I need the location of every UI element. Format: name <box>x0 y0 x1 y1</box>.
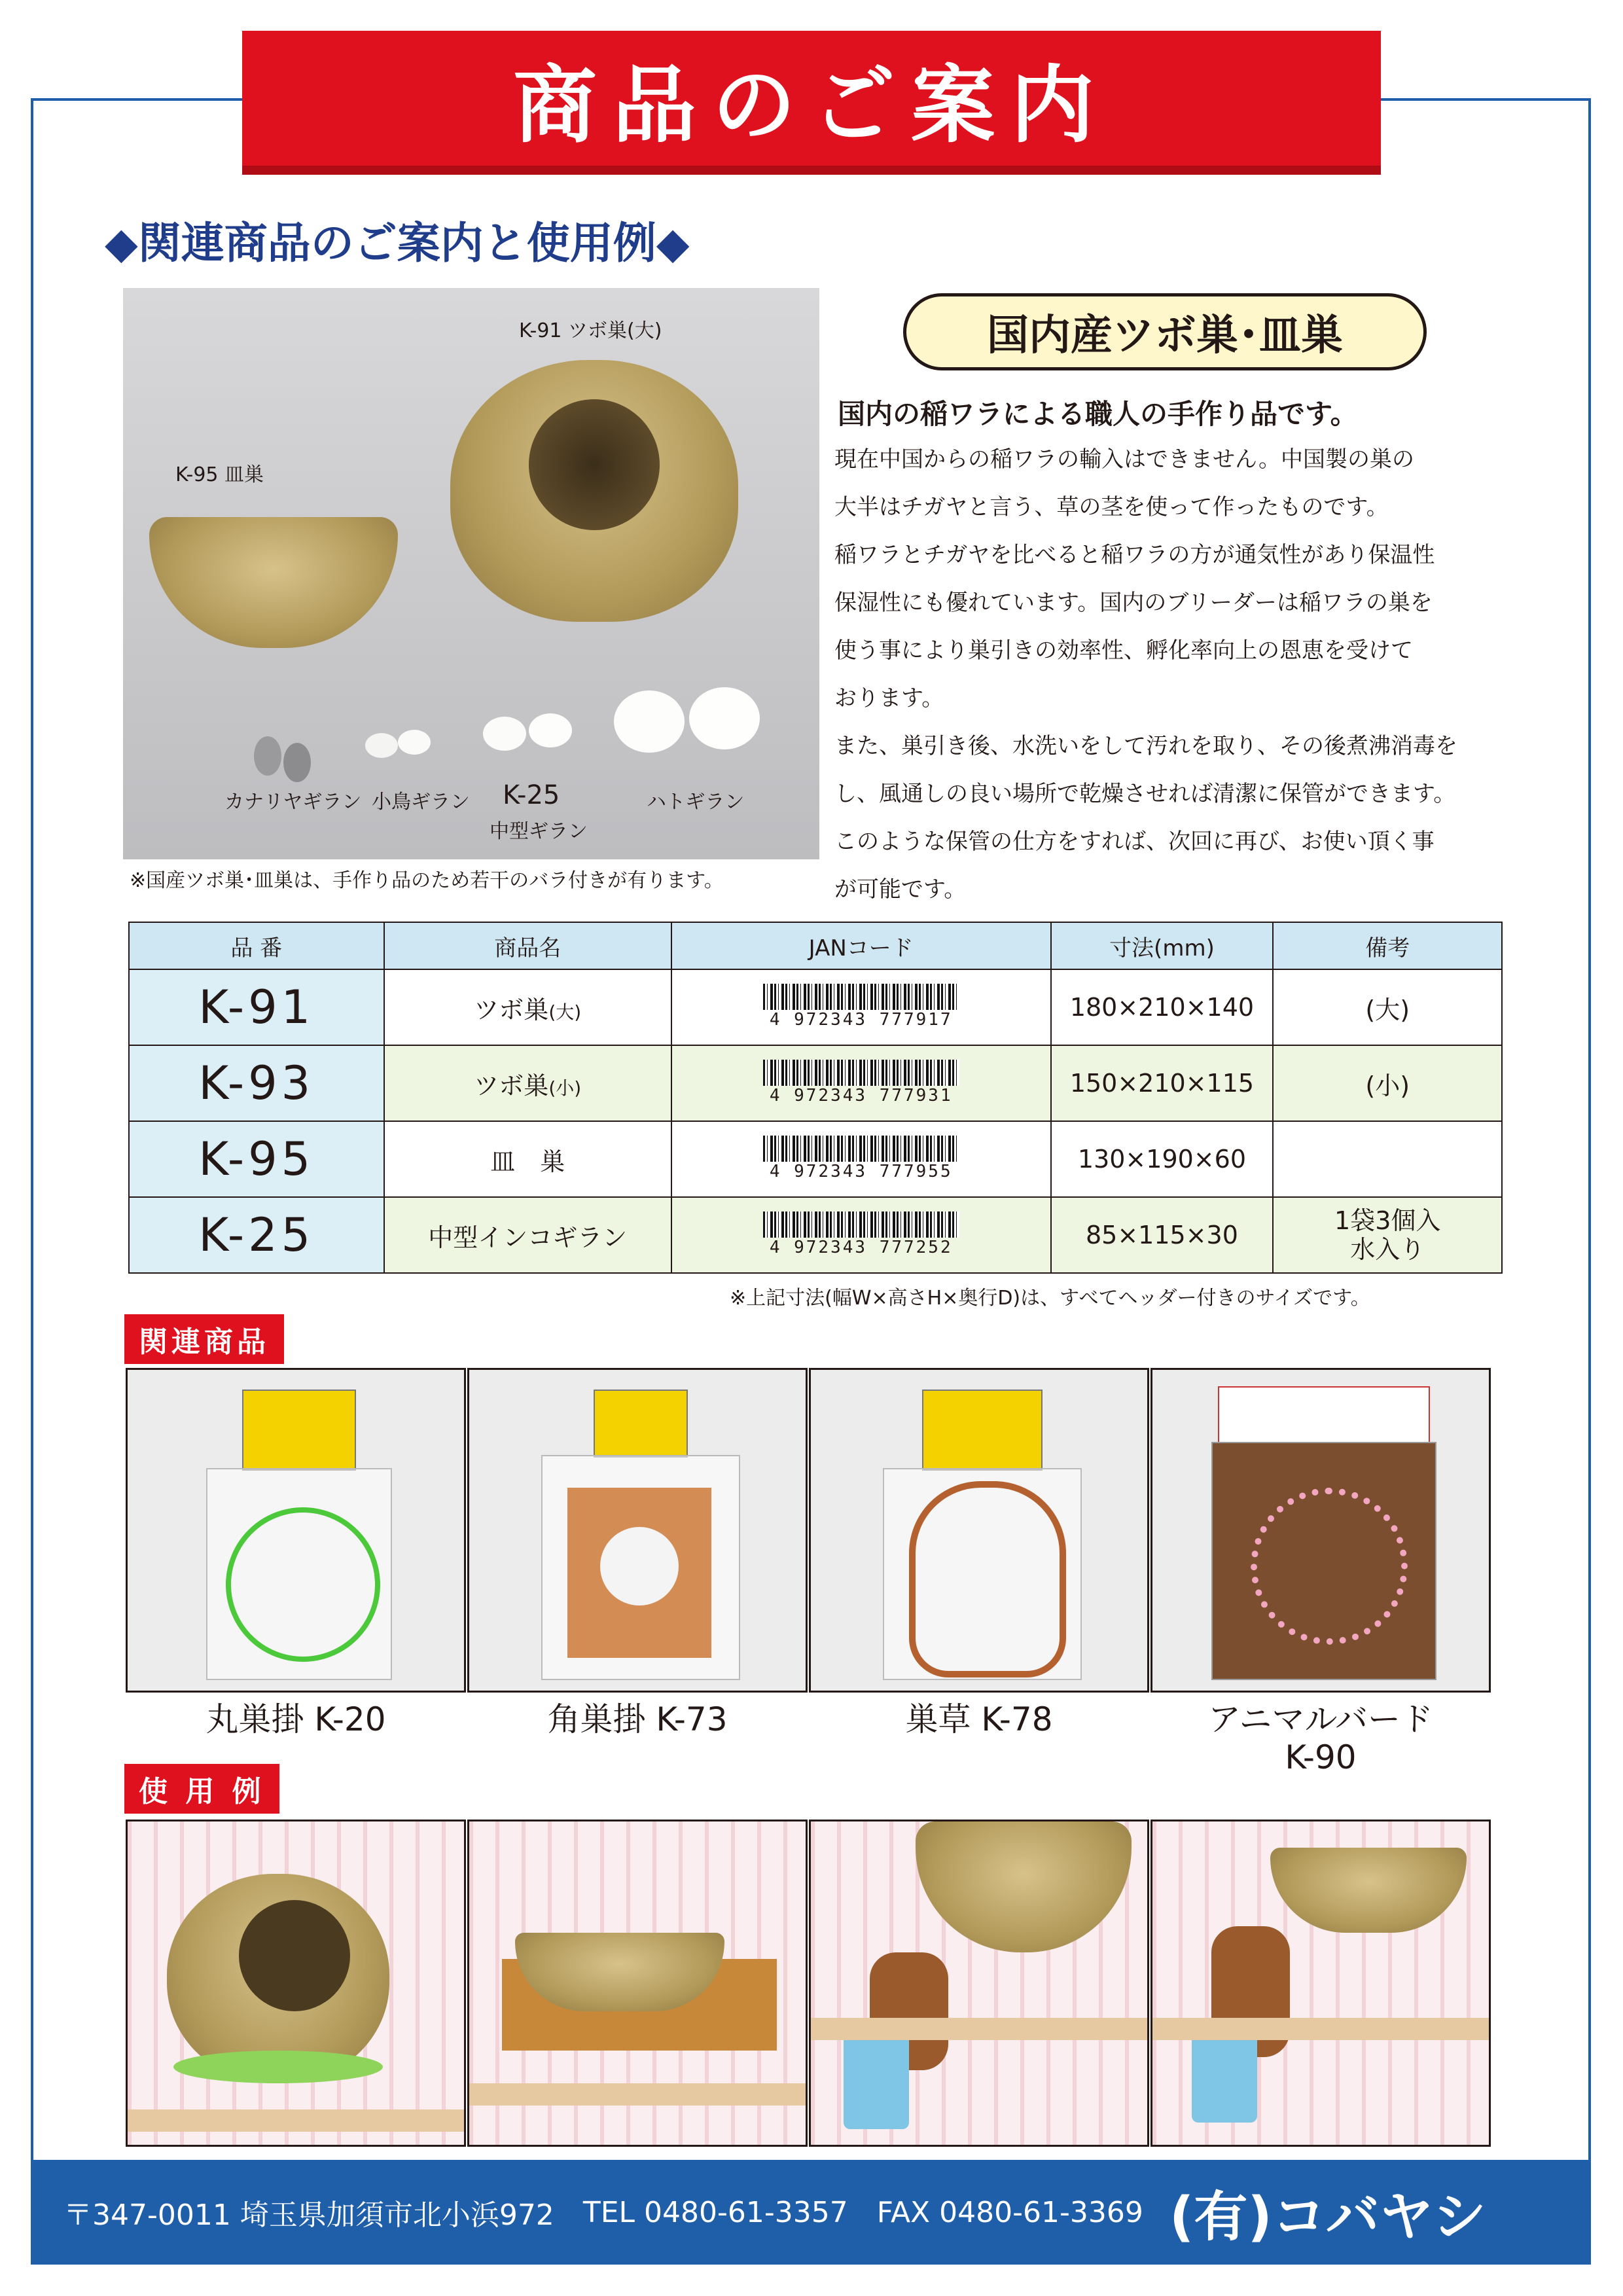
barcode-bars <box>763 1211 959 1238</box>
product-name <box>384 1045 671 1121</box>
note-cell <box>1273 1045 1502 1121</box>
description-line: 大半はチガヤと言う、草の茎を使って作ったものです。 <box>834 494 1389 520</box>
usage-photo-3 <box>809 1820 1149 2147</box>
caption-line: 角巣掛 K-73 <box>547 1700 728 1738</box>
label-canary-egg: カナリヤギラン <box>224 791 362 814</box>
product-code: K-25 <box>129 1197 384 1273</box>
description-line: し、風通しの良い場所で乾燥させれば清潔に保管ができます。 <box>834 781 1456 807</box>
green-ring <box>226 1507 380 1662</box>
size-cell: 150×210×115 <box>1051 1045 1274 1121</box>
product-card-k73 <box>467 1368 808 1693</box>
small-egg-image-2 <box>398 730 431 755</box>
product-name <box>384 969 671 1045</box>
jan-cell <box>671 1045 1051 1121</box>
package-header <box>1218 1386 1430 1448</box>
description-line: おります。 <box>834 685 944 711</box>
label-k25: K-25 <box>503 780 560 810</box>
perch <box>811 2018 1149 2040</box>
feeder-cup <box>844 2031 909 2129</box>
product-code: K-95 <box>129 1121 384 1197</box>
section-heading: ◆関連商品のご案内と使用例◆ <box>105 218 690 268</box>
perch <box>469 2083 808 2106</box>
note-line: (小) <box>1365 1071 1410 1100</box>
table-row <box>129 1197 1502 1273</box>
caption-k20 <box>126 1700 466 1738</box>
package-header <box>922 1390 1043 1471</box>
barcode-number: 4 972343 777917 <box>769 1010 953 1030</box>
footer-tel: TEL 0480-61-3357 <box>582 2195 848 2229</box>
product-code: K-93 <box>129 1045 384 1121</box>
spec-table <box>128 922 1503 1274</box>
description-line: 保湿性にも優れています。国内のブリーダーは稲ワラの巣を <box>834 590 1433 616</box>
sara-nest-image <box>515 1933 724 2011</box>
medium-egg-image-2 <box>529 713 572 747</box>
green-ring <box>173 2051 383 2083</box>
barcode <box>763 984 959 1030</box>
flower-wreath <box>1251 1488 1408 1645</box>
nest-opening <box>529 399 660 530</box>
description-line: また、巣引き後、水洗いをして汚れを取り、その後煮沸消毒を <box>834 733 1457 759</box>
size-cell: 130×190×60 <box>1051 1121 1274 1197</box>
product-name-main: ツボ巣 <box>474 1071 549 1100</box>
perch <box>128 2109 466 2132</box>
product-name-main: 中型インコギラン <box>428 1223 628 1252</box>
footer <box>31 2160 1591 2265</box>
holder-hole <box>600 1527 679 1605</box>
note-line-2: 水入り <box>1350 1235 1425 1264</box>
caption-line: 丸巣掛 K-20 <box>205 1700 386 1738</box>
size-cell: 85×115×30 <box>1051 1197 1274 1273</box>
footer-address: 〒347-0011 埼玉県加須市北小浜972 <box>63 2198 554 2232</box>
barcode-bars <box>763 1136 959 1162</box>
grass-coil <box>909 1481 1066 1677</box>
table-row <box>129 969 1502 1045</box>
barcode-number: 4 972343 777931 <box>769 1086 953 1105</box>
size-cell: 180×210×140 <box>1051 969 1274 1045</box>
caption-k90 <box>1150 1700 1491 1776</box>
description <box>834 436 1508 914</box>
col-header-jan: JANコード <box>671 922 1051 969</box>
barcode <box>763 1211 959 1257</box>
description-line: 現在中国からの稲ワラの輸入はできません。中国製の巣の <box>834 446 1415 473</box>
canary-egg-image-2 <box>283 743 311 782</box>
col-header-code: 品 番 <box>129 922 384 969</box>
label-pigeon-egg: ハトギラン <box>647 791 745 814</box>
caption-k73 <box>467 1700 808 1738</box>
note-line: 1袋3個入 <box>1334 1206 1441 1235</box>
related-tag: 関連商品 <box>124 1314 284 1364</box>
package-header <box>242 1390 356 1471</box>
label-small-egg: 小鳥ギラン <box>372 791 470 814</box>
usage-photo-2 <box>467 1820 808 2147</box>
description-line: 使う事により巣引きの効率性、孵化率向上の恩恵を受けて <box>834 637 1413 664</box>
product-photo <box>123 288 819 859</box>
caption-line: 巣草 K-78 <box>905 1700 1053 1738</box>
note-cell <box>1273 1197 1502 1273</box>
pigeon-egg-image-2 <box>689 687 760 749</box>
medium-egg-image <box>483 717 526 751</box>
lead-text: 国内の稲ワラによる職人の手作り品です。 <box>838 398 1358 430</box>
product-card-k20 <box>126 1368 466 1693</box>
product-name-sub: (大) <box>548 1001 582 1023</box>
jan-cell <box>671 1197 1051 1273</box>
description-line: が可能です。 <box>834 876 967 903</box>
product-card-k78 <box>809 1368 1149 1693</box>
barcode <box>763 1136 959 1181</box>
caption-k78 <box>809 1700 1149 1738</box>
perch <box>1152 2018 1491 2040</box>
description-line: 稲ワラとチガヤを比べると稲ワラの方が通気性があり保温性 <box>834 542 1435 568</box>
caption-line: アニマルバード <box>1208 1700 1433 1738</box>
pigeon-egg-image <box>614 691 685 753</box>
product-badge: 国内産ツボ巣･皿巣 <box>903 293 1427 370</box>
product-name-main: ツボ巣 <box>474 995 549 1024</box>
label-k91: K-91 ツボ巣(大) <box>519 319 662 342</box>
barcode-number: 4 972343 777955 <box>769 1162 953 1181</box>
col-header-note: 備考 <box>1273 922 1502 969</box>
usage-photo-1 <box>126 1820 466 2147</box>
table-row <box>129 1045 1502 1121</box>
company-name: (有)コバヤシ <box>1169 2185 1487 2248</box>
title-banner <box>242 31 1381 175</box>
usage-photo-4 <box>1150 1820 1491 2147</box>
canary-egg-image <box>254 736 281 776</box>
tsubo-nest-image <box>916 1821 1132 1952</box>
note-cell <box>1273 1121 1502 1197</box>
note-cell <box>1273 969 1502 1045</box>
footer-fax: FAX 0480-61-3369 <box>876 2195 1143 2229</box>
product-name <box>384 1197 671 1273</box>
label-k95: K-95 皿巣 <box>175 463 264 486</box>
note-line: (大) <box>1365 995 1410 1024</box>
description-line: このような保管の仕方をすれば、次回に再び、お使い頂く事 <box>834 829 1435 855</box>
usage-tag: 使 用 例 <box>124 1764 279 1814</box>
jan-cell <box>671 969 1051 1045</box>
barcode <box>763 1060 959 1105</box>
caption-line-2: K-90 <box>1285 1738 1357 1776</box>
photo-note: ※国産ツボ巣･皿巣は、手作り品のため若干のバラ付きが有ります。 <box>130 869 724 892</box>
barcode-bars <box>763 984 959 1010</box>
label-medium-egg: 中型ギラン <box>490 820 588 843</box>
product-name-main: 皿 巣 <box>490 1147 565 1176</box>
table-note: ※上記寸法(幅W×高さH×奥行D)は、すべてヘッダー付きのサイズです。 <box>730 1287 1370 1310</box>
barcode-bars <box>763 1060 959 1086</box>
col-header-size: 寸法(mm) <box>1051 922 1274 969</box>
barcode-number: 4 972343 777252 <box>769 1238 953 1257</box>
sara-nest-image <box>1270 1848 1467 1933</box>
col-header-name: 商品名 <box>384 922 671 969</box>
product-name-sub: (小) <box>548 1077 582 1099</box>
product-code: K-91 <box>129 969 384 1045</box>
product-name <box>384 1121 671 1197</box>
product-card-k90 <box>1150 1368 1491 1693</box>
table-row <box>129 1121 1502 1197</box>
sara-nest-image <box>149 517 398 648</box>
page-title: 商品のご案内 <box>512 56 1110 154</box>
table-header-row <box>129 922 1502 969</box>
small-egg-image <box>365 733 398 758</box>
jan-cell <box>671 1121 1051 1197</box>
package-header <box>594 1390 688 1458</box>
nest-opening <box>239 1900 350 2011</box>
